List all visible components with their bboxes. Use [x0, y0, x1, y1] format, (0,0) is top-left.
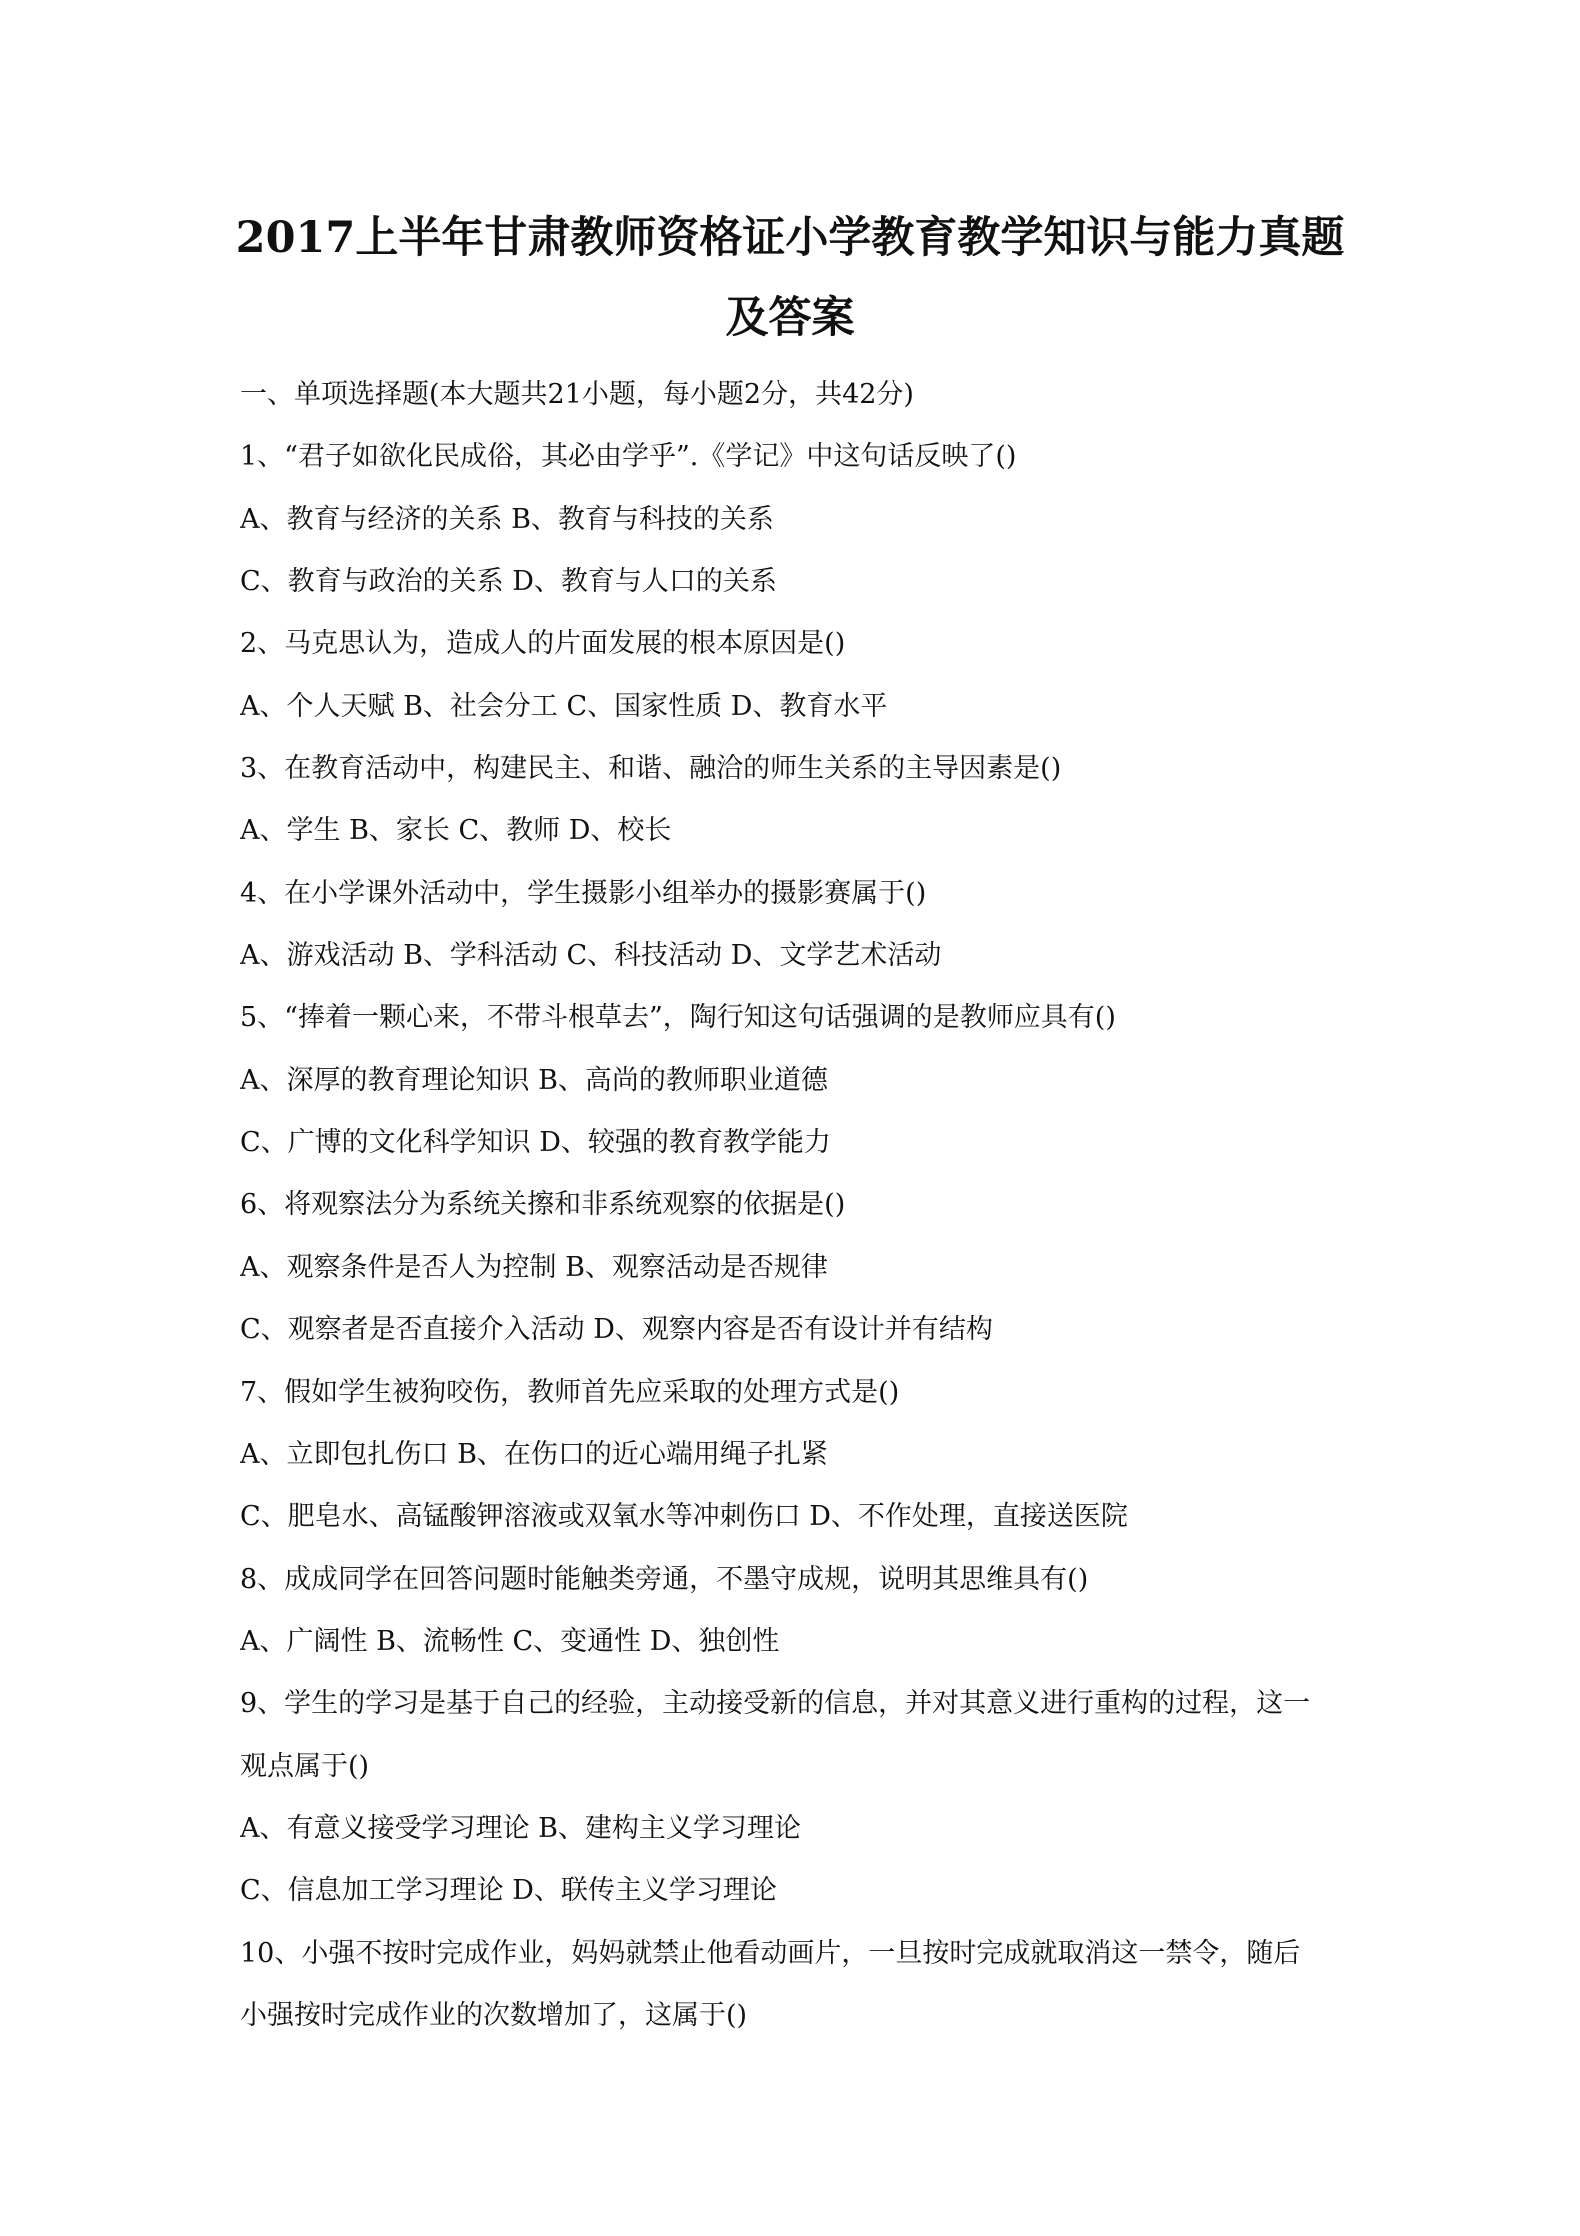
question-4-options: A、游戏活动 B、学科活动 C、科技活动 D、文学艺术活动 — [240, 940, 942, 972]
document-title-line-2: 及答案 — [725, 293, 855, 343]
question-6-options-cd: C、观察者是否直接介入活动 D、观察内容是否有设计并有结构 — [240, 1314, 993, 1346]
question-8-options: A、广阔性 B、流畅性 C、变通性 D、独创性 — [240, 1625, 780, 1657]
question-7-options-cd: C、肥皂水、高锰酸钾溶液或双氧水等冲刺伤口 D、不作处理，直接送医院 — [240, 1501, 1128, 1533]
section-heading: 一、单项选择题(本大题共21小题，每小题2分，共42分) — [240, 379, 914, 410]
question-9-options-cd: C、信息加工学习理论 D、联传主义学习理论 — [240, 1875, 777, 1907]
question-6-options-ab: A、观察条件是否人为控制 B、观察活动是否规律 — [240, 1251, 828, 1283]
question-5: 5、“捧着一颗心来，不带斗根草去”，陶行知这句话强调的是教师应具有() — [240, 1002, 1116, 1034]
question-4: 4、在小学课外活动中，学生摄影小组举办的摄影赛属于() — [240, 877, 927, 909]
question-6: 6、将观察法分为系统关擦和非系统观察的依据是() — [240, 1189, 846, 1221]
question-3: 3、在教育活动中，构建民主、和谐、融洽的师生关系的主导因素是() — [240, 753, 1062, 785]
question-1-options-cd: C、教育与政治的关系 D、教育与人口的关系 — [240, 566, 777, 598]
question-1-options-ab: A、教育与经济的关系 B、教育与科技的关系 — [240, 503, 774, 535]
question-10-continued: 小强按时完成作业的次数增加了，这属于() — [240, 1999, 748, 2031]
question-1: 1、“君子如欲化民成俗，其必由学乎”.《学记》中这句话反映了() — [240, 441, 1017, 473]
question-8: 8、成成同学在回答问题时能触类旁通，不墨守成规，说明其思维具有() — [240, 1563, 1089, 1595]
question-7: 7、假如学生被狗咬伤，教师首先应采取的处理方式是() — [240, 1376, 900, 1408]
question-3-options: A、学生 B、家长 C、教师 D、校长 — [240, 815, 672, 847]
question-9: 9、学生的学习是基于自己的经验，主动接受新的信息，并对其意义进行重构的过程，这一 — [240, 1688, 1311, 1720]
document-title-line-1: 2017上半年甘肃教师资格证小学教育教学知识与能力真题 — [235, 213, 1345, 263]
question-2-options: A、个人天赋 B、社会分工 C、国家性质 D、教育水平 — [240, 690, 888, 722]
question-9-continued: 观点属于() — [240, 1750, 370, 1782]
question-5-options-cd: C、广博的文化科学知识 D、较强的教育教学能力 — [240, 1127, 831, 1159]
question-9-options-ab: A、有意义接受学习理论 B、建构主义学习理论 — [240, 1812, 801, 1844]
question-5-options-ab: A、深厚的教育理论知识 B、高尚的教师职业道德 — [240, 1064, 828, 1096]
question-2: 2、马克思认为，造成人的片面发展的根本原因是() — [240, 628, 846, 660]
question-10: 10、小强不按时完成作业，妈妈就禁止他看动画片，一旦按时完成就取消这一禁令，随后 — [240, 1937, 1301, 1969]
question-7-options-ab: A、立即包扎伤口 B、在伤口的近心端用绳子扎紧 — [240, 1438, 828, 1470]
document-body — [240, 364, 1360, 2047]
